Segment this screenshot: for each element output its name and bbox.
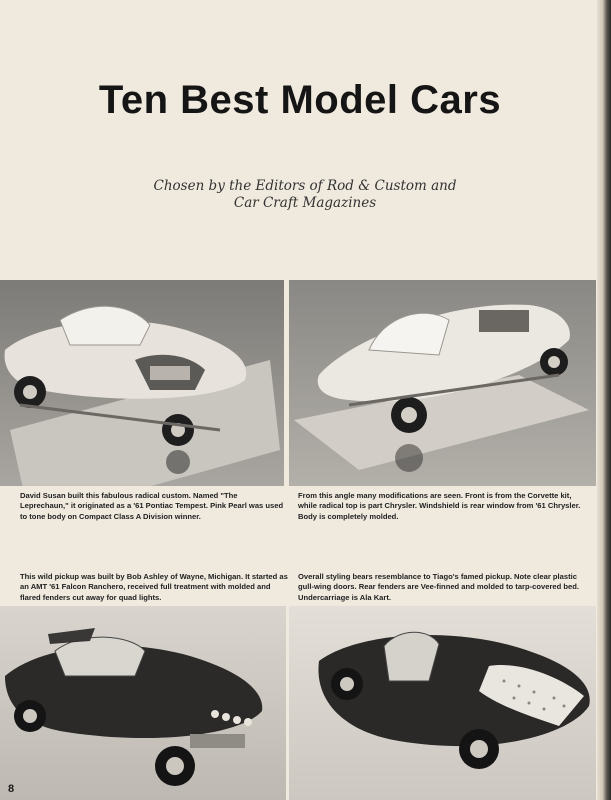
caption-top-right: From this angle many modifications are seen. Front is from the Corvette kit, while radical top is part Chrysler. Windshield is rear window from '61 Chrysler. Body is completely molded.	[298, 491, 581, 521]
article-subtitle	[95, 178, 515, 212]
subtitle-line-1: Chosen by the Editors of Rod & Custom and	[153, 178, 457, 194]
photo-pickup-front	[0, 606, 286, 800]
article-title: Ten Best Model Cars	[98, 78, 502, 122]
photo-pickup-rear	[289, 606, 596, 800]
caption-top-left: David Susan built this fabulous radical custom. Named "The Leprechaun," it originated as a '61 Pontiac Tempest. Pink Pearl was used to tone body on Compact Class A Division winner.	[20, 491, 284, 521]
caption-bottom-left: This wild pickup was built by Bob Ashley of Wayne, Michigan. It started as an AMT '61 Falcon Ranchero, received full treatment with molded and flared fenders cut away for quad lights.	[20, 572, 288, 602]
photo-leprechaun-rear	[289, 280, 596, 486]
photo-leprechaun-front	[0, 280, 284, 486]
caption-bottom-right: Overall styling bears resemblance to Tiago's famed pickup. Note clear plastic gull-wing doors. Rear fenders are Vee-finned and molded to tarp-covered bed. Undercarriage is Ala Kart.	[298, 572, 580, 602]
subtitle-line-2: Car Craft Magazines	[233, 195, 377, 211]
page-number: 8	[8, 783, 15, 795]
